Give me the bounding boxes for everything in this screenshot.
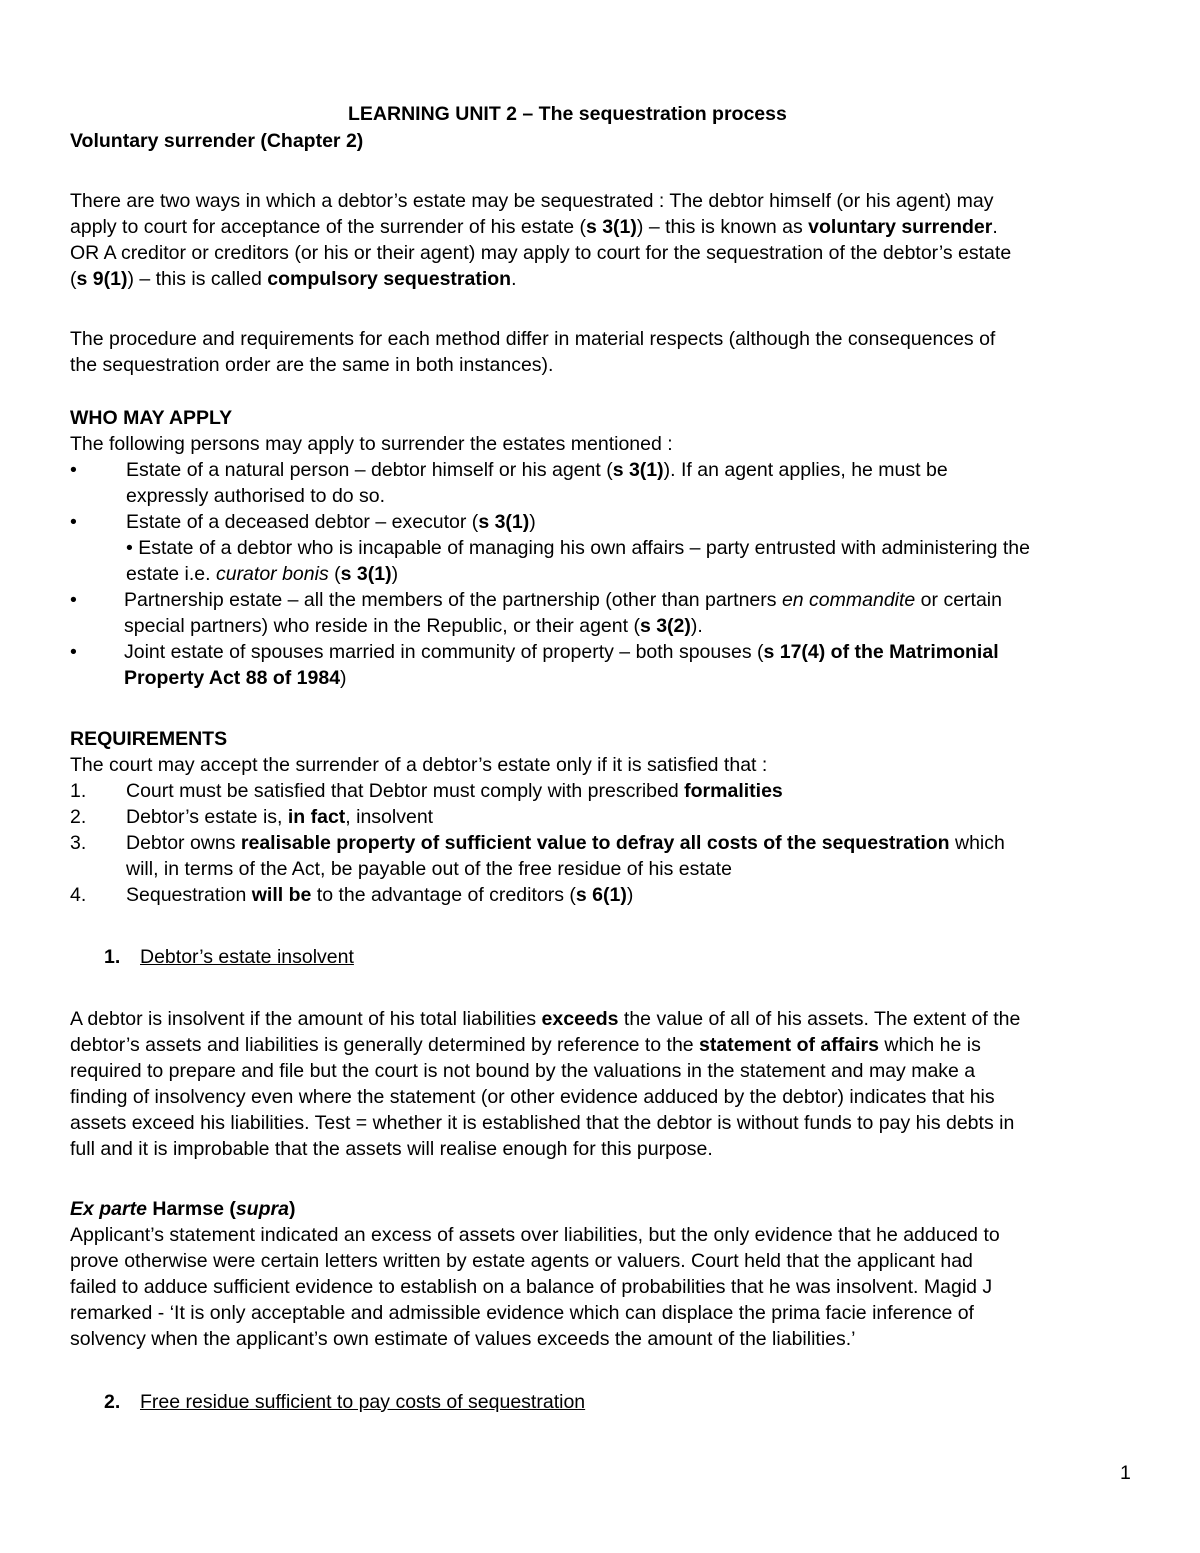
section-2-number: 2. [104, 1391, 121, 1413]
who-item-natural-person-cont: expressly authorised to do so. [126, 485, 386, 507]
who-item-partnership-cont: special partners) who reside in the Republic, or their agent (s 3(2)). [124, 615, 703, 637]
requirement-insolvent: Debtor’s estate is, in fact, insolvent [126, 806, 434, 828]
case-line-1: Applicant’s statement indicated an excess of assets over liabilities, but the only evidence that he adduced to [70, 1224, 1000, 1246]
case-line-3: failed to adduce sufficient evidence to establish on a balance of probabilities that he was insolvent. Magid J [70, 1276, 993, 1298]
case-line-4: remarked - ‘It is only acceptable and admissible evidence which can displace the prima facie inference of [70, 1302, 974, 1324]
requirement-number: 2. [70, 806, 87, 828]
requirement-advantage-creditors: Sequestration will be to the advantage of creditors (s 6(1)) [126, 884, 634, 906]
requirements-heading: REQUIREMENTS [70, 728, 228, 750]
who-item-incapable-debtor-cont: estate i.e. curator bonis (s 3(1)) [126, 563, 399, 585]
section-1-heading: Debtor’s estate insolvent [140, 946, 354, 968]
who-item-deceased-debtor: Estate of a deceased debtor – executor (s 3(1)) [126, 511, 536, 533]
intro-line-1: There are two ways in which a debtor’s estate may be sequestrated : The debtor himself (or his agent) may [70, 190, 994, 212]
section-subtitle: Voluntary surrender (Chapter 2) [70, 130, 364, 152]
who-item-joint-estate-cont: Property Act 88 of 1984) [124, 667, 347, 689]
intro-line-4: (s 9(1)) – this is called compulsory sequestration. [70, 268, 517, 290]
case-line-2: prove otherwise were certain letters written by estate agents or valuers. Court held that the applicant had [70, 1250, 973, 1272]
who-may-apply-heading: WHO MAY APPLY [70, 407, 233, 429]
case-line-5: solvency when the applicant’s own estimate of values exceeds the amount of the liabilities.’ [70, 1328, 856, 1350]
who-item-incapable-debtor: • Estate of a debtor who is incapable of managing his own affairs – party entrusted with administering the [126, 537, 1030, 559]
section-1-number: 1. [104, 946, 121, 968]
section-2-heading: Free residue sufficient to pay costs of sequestration [140, 1391, 586, 1413]
procedure-line-2: the sequestration order are the same in both instances). [70, 354, 554, 376]
procedure-line-1: The procedure and requirements for each method differ in material respects (although the consequences of [70, 328, 996, 350]
page-title: LEARNING UNIT 2 – The sequestration process [348, 103, 787, 125]
insolvency-line-1: A debtor is insolvent if the amount of his total liabilities exceeds the value of all of his assets. The extent of the [70, 1008, 1021, 1030]
insolvency-line-3: required to prepare and file but the court is not bound by the valuations in the statement and may make a [70, 1060, 976, 1082]
bullet-marker: • [70, 459, 77, 481]
requirements-lead: The court may accept the surrender of a debtor’s estate only if it is satisfied that : [70, 754, 768, 776]
insolvency-line-5: assets exceed his liabilities. Test = whether it is established that the debtor is without funds to pay his debts in [70, 1112, 1015, 1134]
requirement-realisable-property-cont: will, in terms of the Act, be payable out of the free residue of his estate [126, 858, 732, 880]
requirement-number: 4. [70, 884, 87, 906]
insolvency-line-6: full and it is improbable that the assets will realise enough for this purpose. [70, 1138, 713, 1160]
page-number: 1 [1120, 1462, 1131, 1484]
insolvency-line-4: finding of insolvency even where the statement (or other evidence adduced by the debtor) indicates that his [70, 1086, 995, 1108]
requirement-number: 1. [70, 780, 87, 802]
who-may-apply-lead: The following persons may apply to surrender the estates mentioned : [70, 433, 673, 455]
requirement-realisable-property: Debtor owns realisable property of sufficient value to defray all costs of the sequestration which [126, 832, 1005, 854]
who-item-natural-person: Estate of a natural person – debtor himself or his agent (s 3(1)). If an agent applies, he must be [126, 459, 948, 481]
bullet-marker: • [70, 589, 77, 611]
intro-line-3: OR A creditor or creditors (or his or their agent) may apply to court for the sequestration of the debtor’s estate [70, 242, 1012, 264]
insolvency-line-2: debtor’s assets and liabilities is generally determined by reference to the statement of affairs which he is [70, 1034, 981, 1056]
requirement-formalities: Court must be satisfied that Debtor must comply with prescribed formalities [126, 780, 783, 802]
who-item-joint-estate: Joint estate of spouses married in community of property – both spouses (s 17(4) of the Matrimonial [124, 641, 999, 663]
requirement-number: 3. [70, 832, 87, 854]
who-item-partnership: Partnership estate – all the members of the partnership (other than partners en commandite or certain [124, 589, 1002, 611]
intro-line-2: apply to court for acceptance of the surrender of his estate (s 3(1)) – this is known as voluntary surrender. [70, 216, 998, 238]
case-heading: Ex parte Harmse (supra) [70, 1198, 296, 1220]
bullet-marker: • [70, 511, 77, 533]
bullet-marker: • [70, 641, 77, 663]
